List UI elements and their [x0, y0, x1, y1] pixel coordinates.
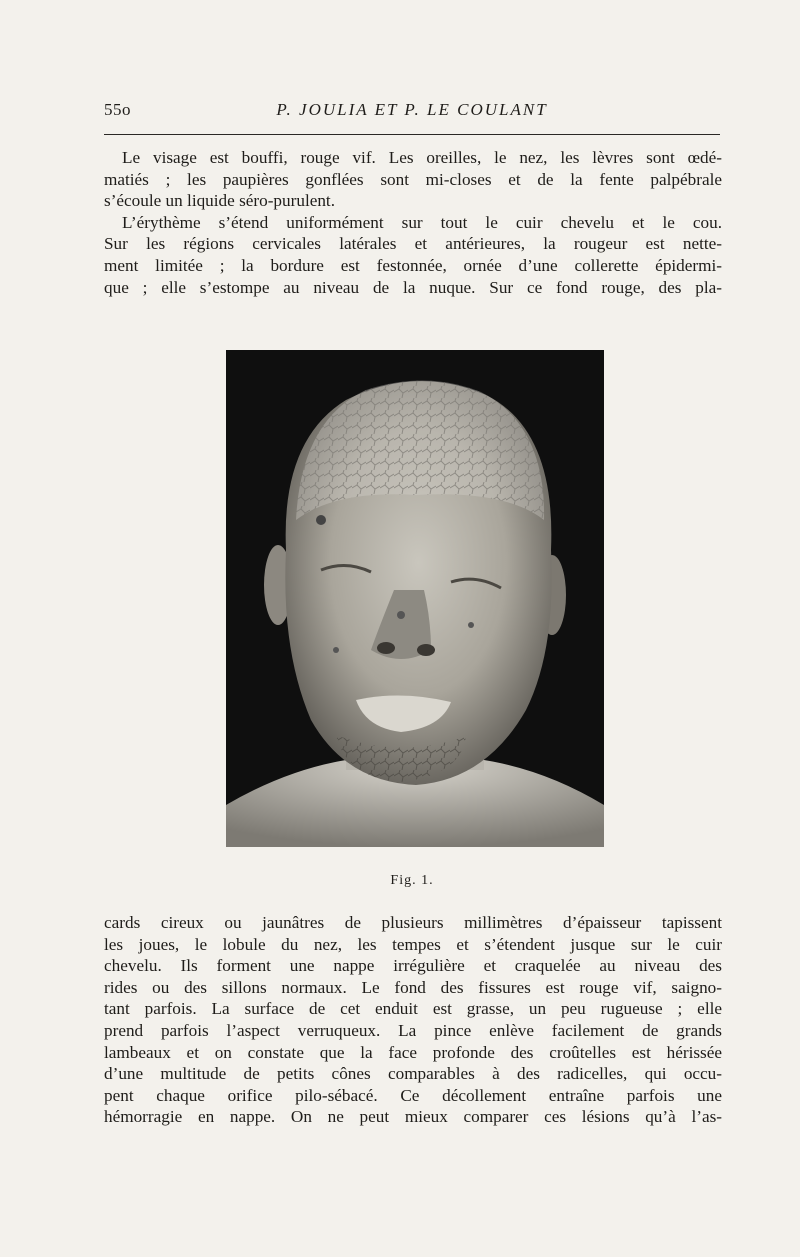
text-line: Sur les régions cervicales latérales et antérieures, la rougeur est nette-	[104, 234, 722, 254]
text-line: les joues, le lobule du nez, les tempes et s’étendent jusque sur le cuir	[104, 934, 722, 954]
figure-caption: Fig. 1.	[390, 873, 434, 888]
text-line: tant parfois. La surface de cet enduit est grasse, un peu rugueuse ; elle	[104, 999, 722, 1019]
text-line: matiés ; les paupières gonflées sont mi-closes et de la fente palpébrale	[104, 169, 722, 189]
text-line: lambeaux et on constate que la face profonde des croûtelles est hérissée	[104, 1042, 722, 1062]
text-line: prend parfois l’aspect verruqueux. La pince enlève facilement de grands	[104, 1020, 722, 1040]
text-line: chevelu. Ils forment une nappe irrégulière et craquelée au niveau des	[104, 956, 722, 976]
text-line: hémorragie en nappe. On ne peut mieux comparer ces lésions qu’à l’as-	[104, 1107, 722, 1127]
text-line: s’écoule un liquide séro-purulent.	[104, 191, 336, 211]
text-line: d’une multitude de petits cônes comparables à des radicelles, qui occu-	[104, 1064, 722, 1084]
header-rule	[104, 134, 720, 135]
paragraph-1	[104, 147, 722, 212]
text-line: pent chaque orifice pilo-sébacé. Ce décollement entraîne parfois une	[104, 1085, 722, 1105]
page-number: 55o	[104, 100, 131, 119]
page-header	[104, 100, 720, 124]
running-title: P. JOULIA ET P. LE COULANT	[276, 100, 548, 119]
text-line: ment limitée ; la bordure est festonnée, ornée d’une collerette épidermi-	[104, 255, 722, 275]
top-text	[104, 147, 722, 298]
paragraph-3	[104, 912, 722, 1128]
text-line: Le visage est bouffi, rouge vif. Les oreilles, le nez, les lèvres sont œdé-	[122, 148, 722, 167]
text-line: L’érythème s’étend uniformément sur tout le cuir chevelu et le cou.	[122, 212, 722, 232]
figure-photograph	[226, 350, 604, 847]
text-line: rides ou des sillons normaux. Le fond des fissures est rouge vif, saigno-	[104, 977, 722, 997]
text-line: que ; elle s’estompe au niveau de la nuque. Sur ce fond rouge, des pla-	[104, 277, 722, 297]
text-line: cards cireux ou jaunâtres de plusieurs millimètres d’épaisseur tapissent	[104, 913, 722, 932]
paragraph-2	[104, 212, 722, 298]
face-photograph	[226, 350, 604, 847]
bottom-text	[104, 912, 722, 1128]
